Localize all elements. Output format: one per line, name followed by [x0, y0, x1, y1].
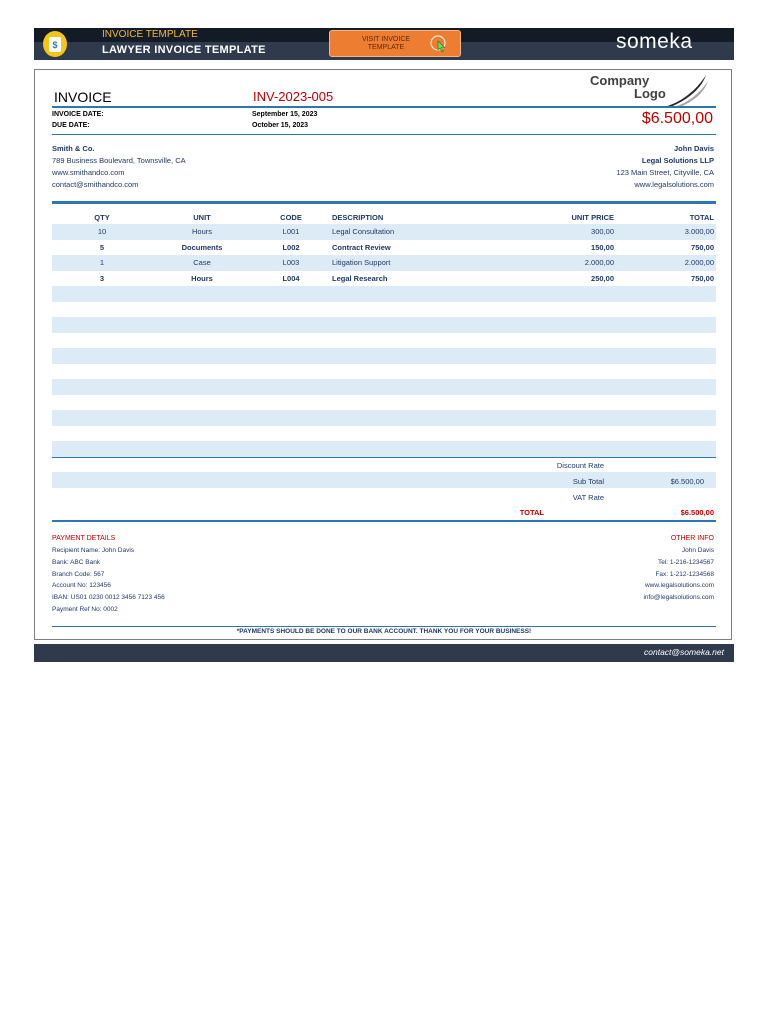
- table-row: [52, 271, 716, 287]
- column-header-qty: QTY: [94, 212, 110, 222]
- footnote-divider: [52, 626, 716, 627]
- cell-total: 3.000,00: [614, 224, 716, 240]
- due-date-value[interactable]: October 15, 2023: [252, 122, 309, 129]
- visit-invoice-template-button[interactable]: [329, 30, 461, 57]
- column-header-description: DESCRIPTION: [332, 212, 384, 222]
- empty-row[interactable]: [52, 457, 716, 473]
- cell-unit[interactable]: Hours: [152, 224, 252, 240]
- table-row: [52, 240, 716, 256]
- cell-total: 2.000,00: [614, 255, 716, 271]
- total-label: TOTAL: [519, 508, 544, 517]
- empty-row[interactable]: [52, 441, 716, 457]
- due-date-label: DUE DATE:: [52, 122, 90, 129]
- empty-row[interactable]: [52, 410, 716, 426]
- cell-description[interactable]: Legal Research: [332, 273, 388, 283]
- table-row: [52, 224, 716, 240]
- payment-details-block: [52, 545, 165, 616]
- line-items-table: [52, 210, 716, 488]
- empty-row[interactable]: [52, 333, 716, 349]
- payment-footnote: *PAYMENTS SHOULD BE DONE TO OUR BANK ACCOUNT. THANK YOU FOR YOUR BUSINESS!: [236, 628, 532, 635]
- hand-pointer-icon: [430, 35, 448, 53]
- cell-code[interactable]: L001: [252, 224, 330, 240]
- cell-code[interactable]: L002: [282, 242, 300, 252]
- subtotal-value: $6.500,00: [670, 477, 704, 486]
- cell-total: 750,00: [691, 273, 714, 283]
- other-info-fax[interactable]: Fax: 1-212-1234568: [655, 570, 714, 578]
- table-bottom-divider: [52, 457, 716, 458]
- sender-email[interactable]: contact@smithandco.com: [52, 180, 139, 189]
- vat-rate-label: VAT Rate: [572, 493, 604, 502]
- cell-total: 750,00: [691, 242, 714, 252]
- table-header-row: [52, 210, 716, 224]
- cell-code[interactable]: L004: [282, 273, 300, 283]
- other-info-heading: OTHER INFO: [670, 535, 714, 542]
- recipient-address-block: [616, 143, 714, 191]
- empty-row[interactable]: [52, 379, 716, 395]
- empty-row[interactable]: [52, 302, 716, 318]
- payment-branch[interactable]: Branch Code: 567: [52, 570, 105, 578]
- recipient-company[interactable]: Legal Solutions LLP: [641, 156, 714, 165]
- recipient-name[interactable]: John Davis: [673, 144, 714, 153]
- column-header-unit: UNIT: [193, 212, 211, 222]
- payment-bank[interactable]: Bank: ABC Bank: [52, 558, 101, 566]
- column-header-code: CODE: [280, 212, 302, 222]
- invoice-number[interactable]: INV-2023-005: [253, 89, 334, 104]
- sender-website[interactable]: www.smithandco.com: [52, 168, 125, 177]
- payment-details-heading: PAYMENT DETAILS: [52, 535, 116, 542]
- cell-unit-price[interactable]: 250,00: [591, 273, 614, 283]
- cell-unit-price[interactable]: 2.000,00: [512, 255, 614, 271]
- payment-account[interactable]: Account No: 123456: [52, 582, 111, 590]
- sender-address-block: [52, 143, 186, 191]
- cell-unit[interactable]: Documents: [181, 242, 223, 252]
- cell-qty[interactable]: 5: [99, 242, 105, 252]
- subtotal-label: Sub Total: [572, 477, 604, 486]
- header-divider: [52, 106, 716, 108]
- invoice-amount-due: $6.500,00: [641, 110, 713, 127]
- other-info-name[interactable]: John Davis: [681, 547, 714, 554]
- discount-rate-label: Discount Rate: [556, 461, 604, 470]
- logo-swoosh-icon: [660, 73, 712, 109]
- other-info-tel[interactable]: Tel: 1-216-1234567: [657, 558, 714, 566]
- empty-row[interactable]: [52, 348, 716, 364]
- recipient-address[interactable]: 123 Main Street, Cityville, CA: [616, 168, 714, 177]
- column-header-unit-price: UNIT PRICE: [571, 212, 614, 222]
- template-category-label: INVOICE TEMPLATE: [102, 29, 198, 40]
- cell-qty[interactable]: 10: [52, 224, 152, 240]
- sender-name[interactable]: Smith & Co.: [52, 144, 95, 153]
- column-header-total: TOTAL: [689, 212, 714, 222]
- sender-address[interactable]: 789 Business Boulevard, Townsville, CA: [52, 156, 186, 165]
- empty-row[interactable]: [52, 286, 716, 302]
- other-info-website[interactable]: www.legalsolutions.com: [644, 582, 714, 590]
- company-logo-line1: Company: [590, 73, 650, 88]
- empty-row[interactable]: [52, 395, 716, 411]
- cell-qty[interactable]: 1: [52, 255, 152, 271]
- empty-row[interactable]: [52, 426, 716, 442]
- cell-code[interactable]: L003: [252, 255, 330, 271]
- totals-divider: [52, 520, 716, 522]
- cell-unit[interactable]: Hours: [191, 273, 213, 283]
- visit-button-label: VISIT INVOICE TEMPLATE: [361, 35, 411, 51]
- cell-qty[interactable]: 3: [99, 273, 105, 283]
- top-banner: [34, 28, 734, 60]
- cell-unit[interactable]: Case: [152, 255, 252, 271]
- cell-description[interactable]: Litigation Support: [330, 255, 512, 271]
- payment-recipient[interactable]: Recipient Name: John Davis: [52, 547, 135, 554]
- table-top-divider: [52, 201, 716, 204]
- invoice-app-icon: $: [43, 31, 67, 57]
- someka-contact-link[interactable]: contact@someka.net: [644, 647, 724, 657]
- dates-divider: [52, 134, 716, 135]
- cell-unit-price[interactable]: 300,00: [512, 224, 614, 240]
- cell-description[interactable]: Contract Review: [332, 242, 391, 252]
- someka-brand-logo[interactable]: someka: [616, 30, 693, 53]
- template-title: LAWYER INVOICE TEMPLATE: [102, 44, 266, 56]
- cell-description[interactable]: Legal Consultation: [330, 224, 512, 240]
- invoice-date-value[interactable]: September 15, 2023: [252, 111, 318, 118]
- invoice-date-label: INVOICE DATE:: [52, 111, 104, 118]
- payment-iban[interactable]: IBAN: US01 0230 0012 3456 7123 456: [52, 594, 165, 602]
- empty-row[interactable]: [52, 317, 716, 333]
- other-info-email[interactable]: info@legalsolutions.com: [643, 594, 714, 602]
- payment-reference[interactable]: Payment Ref No: 0002: [52, 605, 118, 613]
- cell-unit-price[interactable]: 150,00: [591, 242, 614, 252]
- total-value: $6.500,00: [680, 508, 714, 517]
- empty-row[interactable]: [52, 472, 716, 488]
- company-logo: [590, 73, 712, 109]
- invoice-heading: INVOICE: [54, 89, 112, 105]
- table-row: [52, 255, 716, 271]
- recipient-website[interactable]: www.legalsolutions.com: [634, 180, 714, 189]
- other-info-block: [643, 545, 714, 604]
- bottom-banner: [34, 644, 734, 662]
- company-logo-line2: Logo: [634, 86, 666, 101]
- empty-row[interactable]: [52, 364, 716, 380]
